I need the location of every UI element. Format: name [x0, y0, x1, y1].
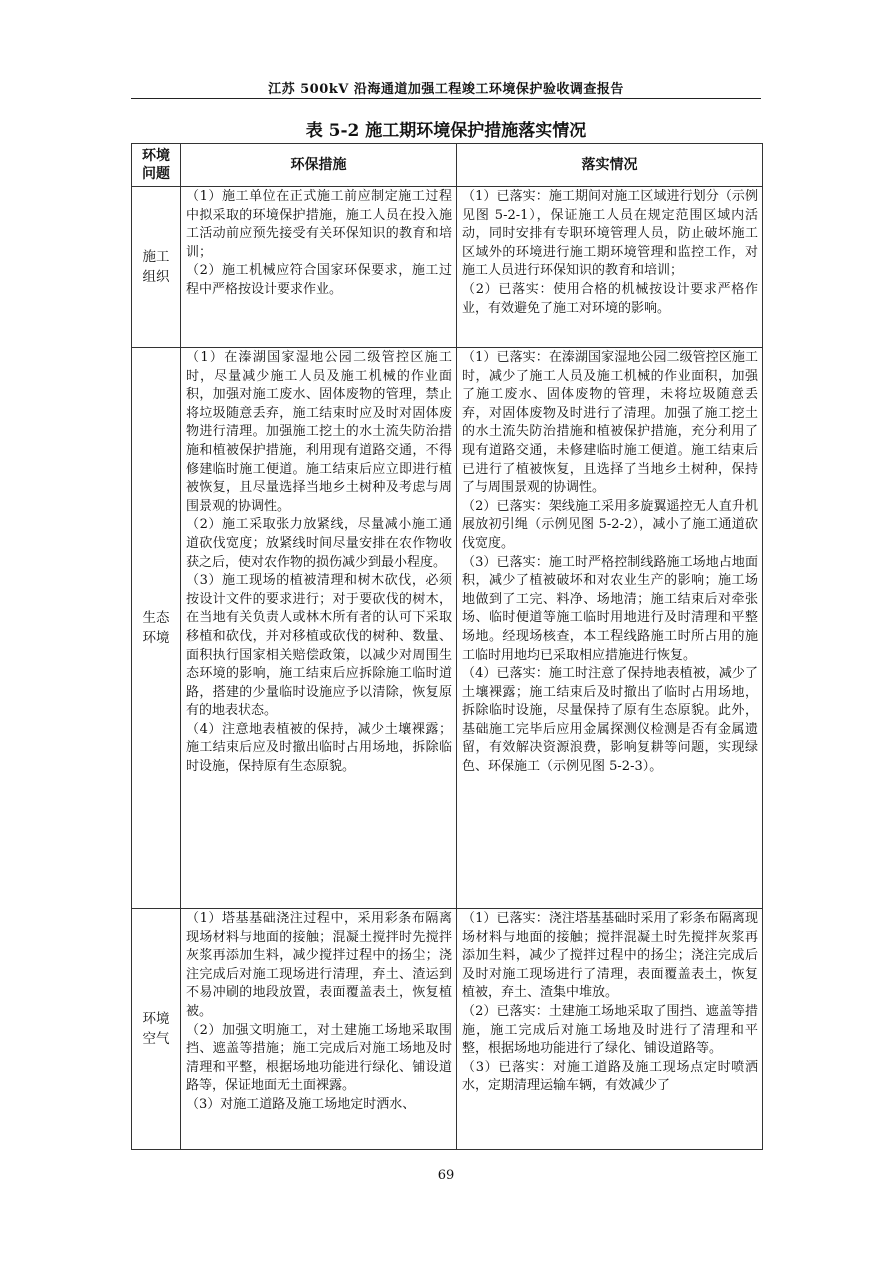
table-title: 表 5-2 施工期环境保护措施落实情况	[305, 121, 587, 141]
measures-paragraph: （1）在溱湖国家湿地公园二级管控区施工时，尽量减少施工人员及施工机械的作业面积，加强对施工废水、固体废物的管理，禁止将垃圾随意丢弃，施工结束时应及时对固体废物进行清理。加强施工挖土的水土流失防治措施和植被保护措施，利用现有道路交通，不得修建临时施工便道。施工结束后应立即进行植被恢复，且尽量选择当地乡土树种及考虑与周围景观的协调性。	[186, 350, 452, 514]
header-issue: 环境 问题	[132, 144, 181, 187]
measures-paragraph: （1）塔基基础浇注过程中，采用彩条布隔离现场材料与地面的接触；混凝土搅拌时先搅拌灰浆再添加生料，减少搅拌过程中的扬尘；浇注完成后对施工现场进行清理，弃土、渣运到不易冲刷的地段放置，表面覆盖表土，恢复植被。	[186, 911, 452, 1019]
implementation-paragraph: （4）已落实：施工时注意了保持地表植被，减少了土壤裸露；施工结束后及时撤出了临时占用场地，拆除临时设施，尽量保持了原有生态原貌。此外，基础施工完毕后应用金属探测仪检测是否有金属遗留，有效解决资源浪费，影响复耕等问题，实现绿色、环保施工（示例见图 5-2-3）。	[462, 666, 758, 775]
measures-paragraph: （2）加强文明施工，对土建施工场地采取围挡、遮盖等措施；施工完成后对施工场地及时清理和平整，根据场地功能进行绿化、铺设道路等，保证地面无土面裸露。	[186, 1022, 452, 1094]
table-row	[132, 187, 763, 348]
measures-paragraph: （2）施工机械应符合国家环保要求，施工过程中严格按设计要求作业。	[186, 263, 452, 297]
measures-paragraph: （2）施工采取张力放紧线，尽量减小施工通道砍伐宽度；放紧线时间尽量安排在农作物收获之后，使对农作物的损伤减少到最小程度。	[186, 517, 452, 570]
table-row	[132, 348, 763, 909]
implementation-paragraph: （2）已落实：使用合格的机械按设计要求严格作业，有效避免了施工对环境的影响。	[462, 281, 758, 316]
implementation-paragraph: （2）已落实：土建施工场地采取了围挡、遮盖等措施，施工完成后对施工场地及时进行了清理和平整，根据场地功能进行了绿化、铺设道路等。	[462, 1003, 758, 1057]
measures-cell	[181, 348, 457, 909]
header-rule	[131, 98, 761, 99]
implementation-paragraph: （1）已落实：浇注塔基基础时采用了彩条布隔离现场材料与地面的接触；搅拌混凝土时先搅拌灰浆再添加生料，减少了搅拌过程中的扬尘；浇注完成后及时对施工现场进行了清理，表面覆盖表土，恢复植被，弃土、渣集中堆放。	[462, 911, 758, 1001]
table-header-row	[132, 144, 763, 187]
implementation-cell	[457, 348, 763, 909]
measures-paragraph: （3）对施工道路及施工场地定时洒水、	[186, 1096, 416, 1112]
measures-table	[131, 143, 763, 1150]
implementation-paragraph: （3）已落实：施工时严格控制线路施工场地占地面积，减少了植被破坏和对农业生产的影响；施工场地做到了工完、料净、场地清；施工结束后对牵张场、临时便道等施工临时用地进行及时清理和平整场地。经现场核查，本工程线路施工时所占用的施工临时用地均已采取相应措施进行恢复。	[462, 554, 758, 663]
table-row	[132, 909, 763, 1150]
implementation-paragraph: （1）已落实：在溱湖国家湿地公园二级管控区施工时，减少了施工人员及施工机械的作业面积，加强了施工废水、固体废物的管理，未将垃圾随意丢弃，对固体废物及时进行了清理。加强了施工挖土的水土流失防治措施和植被保护措施，充分利用了现有道路交通，未修建临时施工便道。施工结束后已进行了植被恢复，且选择了当地乡土树种，保持了与周围景观的协调性。	[462, 350, 758, 496]
measures-cell	[181, 187, 457, 348]
measures-cell	[181, 909, 457, 1150]
implementation-paragraph: （2）已落实：架线施工采用多旋翼遥控无人直升机展放初引绳（示例见图 5-2-2），减小了施工通道砍伐宽度。	[462, 498, 758, 551]
header-implementation: 落实情况	[457, 144, 763, 187]
report-header: 江苏 500kV 沿海通道加强工程竣工环境保护验收调查报告	[268, 82, 624, 97]
implementation-cell	[457, 909, 763, 1150]
measures-paragraph: （3）施工现场的植被清理和树木砍伐，必须按设计文件的要求进行；对于要砍伐的树木，在当地有关负责人或林木所有者的认可下采取移植和砍伐，并对移植或砍伐的树种、数量、面积执行国家相关赔偿政策，以减少对周围生态环境的影响，施工结束后应拆除施工临时道路，搭建的少量临时设施应予以清除，恢复原有的地表状态。	[186, 573, 452, 719]
measures-paragraph: （4）注意地表植被的保持，减少土壤裸露；施工结束后应及时撤出临时占用场地，拆除临时设施，保持原有生态原貌。	[186, 721, 452, 775]
measures-paragraph: （1）施工单位在正式施工前应制定施工过程中拟采取的环境保护措施，施工人员在投入施工活动前应预先接受有关环保知识的教育和培训；	[186, 189, 452, 260]
page-number: 69	[437, 1168, 455, 1183]
implementation-cell	[457, 187, 763, 348]
issue-cell: 施工 组织	[132, 187, 181, 348]
issue-cell: 环境 空气	[132, 909, 181, 1150]
implementation-paragraph: （3）已落实：对施工道路及施工现场点定时喷洒水，定期清理运输车辆，有效减少了	[462, 1059, 758, 1094]
header-measures: 环保措施	[181, 144, 457, 187]
issue-cell: 生态 环境	[132, 348, 181, 909]
implementation-paragraph: （1）已落实：施工期间对施工区域进行划分（示例见图 5-2-1），保证施工人员在规定范围区域内活动，同时安排有专职环境管理人员，防止破坏施工区域外的环境进行施工期环境管理和监控工作，对施工人员进行环保知识的教育和培训；	[462, 189, 758, 279]
